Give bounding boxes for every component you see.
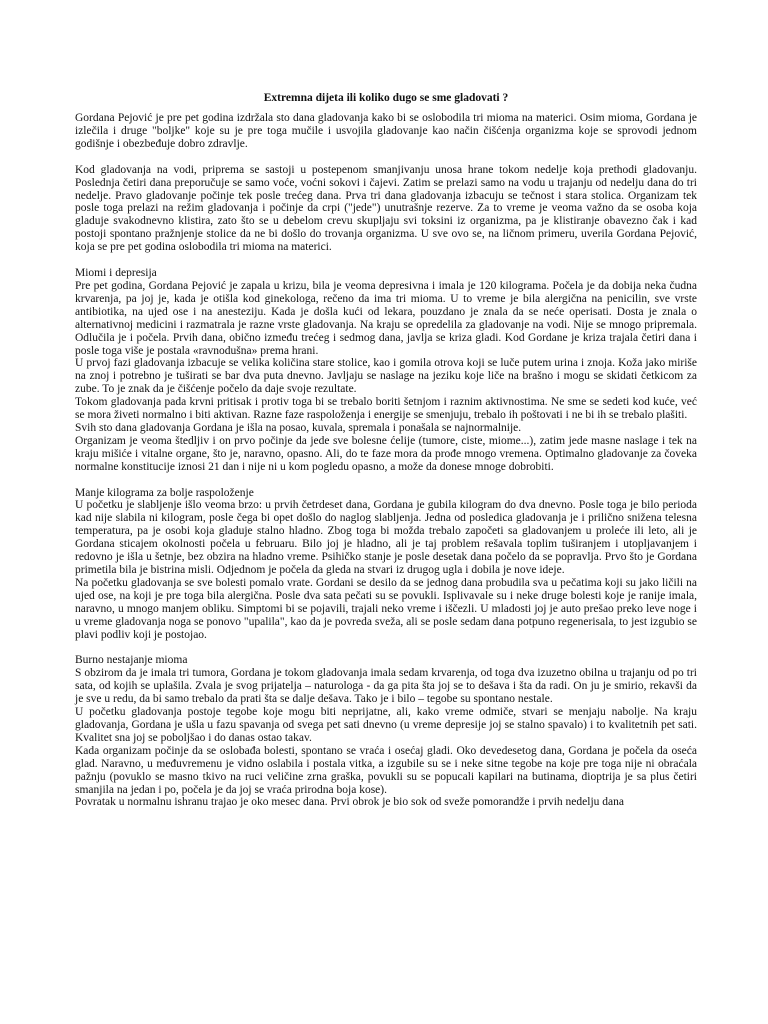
paragraph: Povratak u normalnu ishranu trajao je oko mesec dana. Prvi obrok je bio sok od sveže pomorandže i prvih nedelju dana	[75, 796, 624, 809]
section-heading: Burno nestajanje mioma	[75, 654, 188, 667]
paragraph: Organizam je veoma štedljiv i on prvo počinje da jede sve bolesne ćelije (tumore, ciste, miome...), zatim jede masne naslage i tek na kraju mišiće i vitalne organe, što je, naravno, opasno. Ali, do te faze mora da prođe mnogo vremena. Optimalno gladovanje za čoveka normalne konstitucije iznosi 21 dan i nije ni u kom pogledu opasno, a može da donese mnoge dobrobiti.	[75, 434, 697, 473]
article	[75, 92, 697, 809]
paragraph: Kod gladovanja na vodi, priprema se sastoji u postepenom smanjivanju unosa hrane tokom nedelje koja prethodi gladovanju. Poslednja četiri dana preporučuje se samo voće, voćni sokovi i čajevi. Zatim se prelazi samo na vodu u trajanju od nedelju dana do tri nedelje. Pravo gladovanje počinje tek posle trećeg dana. Prva tri dana gladovanja izbacuju se tečnost i stara stolica. Organizam tek posle toga prelazi na režim gladovanja i počinje da crpi ("jede") unutrašnje rezerve. Za to vreme je veoma važno da se osoba koja gladuje svakodnevno klistira, zato što se u debelom crevu skupljaju svi toksini iz organizma, pa je klistiranje obavezno čak i kad postoji spontano pražnjenje stolice da ne bi došlo do trovanja organizma. U sve ovo se, na ličnom primeru, uverila Gordana Pejović, koja se pre pet godina oslobodila tri mioma na materici.	[75, 163, 697, 254]
section-heading: Manje kilograma za bolje raspoloženje	[75, 486, 254, 499]
section-intro	[75, 112, 697, 151]
paragraph: U prvoj fazi gladovanja izbacuje se velika količina stare stolice, kao i gomila otrova koji se luče putem urina i znoja. Koža jako miriše na znoj i potrebno je tuširati se bar dva puta dnevno. Javljaju se naslage na jeziku koje liče na brašno i mogu se skidati četkicom za zube. To je znak da je čišćenje počelo da daje svoje rezultate.	[75, 357, 697, 396]
section-preparation	[75, 164, 697, 254]
section-manje-kilograma	[75, 487, 697, 642]
section-miomi-i-depresija	[75, 267, 697, 474]
section-burno-nestajanje-mioma	[75, 654, 697, 809]
paragraph: Kada organizam počinje da se oslobađa bolesti, spontano se vraća i osećaj gladi. Oko devedesetog dana, Gordana je počela da oseća glad. Naravno, u međuvremenu je vidno oslabila i postala vitka, a izgubile su se i neke sitne tegobe na koje pre toga nije ni obraćala pažnju (povuklo se masno tkivo na ruci veličine zrna graška, povukli su se popucali kapilari na butinama, dioptrija je sa plus četiri smanjila na jedan i po, počela je da joj se vraća prirodna boja kose).	[75, 744, 697, 796]
article-title: Extremna dijeta ili koliko dugo se sme gladovati ?	[263, 92, 509, 104]
paragraph: U početku gladovanja postoje tegobe koje mogu biti neprijatne, ali, kako vreme odmiče, stvari se menjaju nabolje. Na kraju gladovanja, Gordana je ušla u fazu spavanja od svega pet sati dnevno (u vreme depresije joj se stalno spavalo) i to kvalitetnih pet sati. Kvalitet sna joj se poboljšao i do danas ostao takav.	[75, 706, 697, 744]
paragraph: Gordana Pejović je pre pet godina izdržala sto dana gladovanja kako bi se oslobodila tri mioma na materici. Osim mioma, Gordana je izlečila i druge "boljke" koje su je pre toga mučile i usvojila gladovanje kao način čišćenja organizma koje se sprovodi jednom godišnje i obezbeđuje dobro zdravlje.	[75, 112, 697, 150]
paragraph: S obzirom da je imala tri tumora, Gordana je tokom gladovanja imala sedam krvarenja, od toga dva izuzetno obilna u trajanju od po tri sata, od kojih se uplašila. Zvala je svog prijatelja – naturologa - da ga pita šta joj se to dešava i šta da radi. On ju je smirio, rekavši da je sve u redu, da bi samo trebalo da prati šta se dalje dešava. Tako je i bilo – tegobe su spontano nestale.	[75, 667, 697, 706]
section-heading: Miomi i depresija	[75, 267, 157, 280]
paragraph: Tokom gladovanja pada krvni pritisak i protiv toga bi se trebalo boriti šetnjom i raznim aktivnostima. Ne sme se sedeti kod kuće, već se mora živeti normalno i biti aktivan. Razne faze raspoloženja i energije se smenjuju, trebalo ih poštovati i ne bi ih se trebalo plašiti.	[75, 396, 697, 422]
paragraph: U početku je slabljenje išlo veoma brzo: u prvih četrdeset dana, Gordana je gubila kilogram do dva dnevno. Posle toga je bilo perioda kad nije slabila ni kilogram, posle čega bi opet došlo do naglog slabljenja. Jedna od posledica gladovanja je i prilično snižena telesna temperatura, pa je osobi koja gladuje stalno hladno. Zbog toga bi možda trebalo započeti sa gladovanjem u proleće ili leto, ali je Gordana sticajem okolnosti počela u februaru. Bilo joj je hladno, ali je taj problem rešavala toplim tuširanjem i utopljavanjem i redovno je išla u šetnje, bez obzira na hladno vreme. Psihičko stanje je posle desetak dana počelo da se popravlja. Prvo što je Gordana primetila bila je bistrina misli. Odjednom je počela da gleda na stvari iz drugog ugla i dobila je nove ideje.	[75, 499, 697, 576]
paragraph: Pre pet godina, Gordana Pejović je zapala u krizu, bila je veoma depresivna i imala je 120 kilograma. Počela je da dobija neka čudna krvarenja, pa joj je, kada je otišla kod ginekologa, rečeno da ima tri mioma. U to vreme je bila alergična na penicilin, sve vrste antibiotika, na ujed ose i na anesteziju. Kada je došla kući od lekara, pouzdano je znala da se neće operisati. Dosta je znala o alternativnoj medicini i razmatrala je razne vrste gladovanja. Na kraju se opredelila za gladovanje na vodi. Nije se mnogo pripremala. Odlučila je i počela. Prvih dana, obično između trećeg i sedmog dana, javlja se kriza gladi. Kod Gordane je kriza trajala četiri dana i posle toga više je postala «ravnodušna» prema hrani.	[75, 279, 697, 357]
paragraph: Svih sto dana gladovanja Gordana je išla na posao, kuvala, spremala i ponašala se najnormalnije.	[75, 421, 522, 434]
paragraph: Na početku gladovanja se sve bolesti pomalo vrate. Gordani se desilo da se jednog dana probudila sva u pečatima koji su jako ličili na ujed ose, na koji je pre toga bila alergična. Posle dva sata pečati su se povukli. Isplivavale su i neke druge bolesti koje je ranije imala, naravno, u mnogo manjem obliku. Simptomi bi se pojavili, trajali neko vreme i iščezli. U mladosti joj je auto prešao preko leve noge i u vreme gladovanja noga se ponovo "upalila", kao da je povreda sveža, ali se posle sedam dana potpuno regenerisala, to jest izgubio se plavi podliv koji je postojao.	[75, 576, 697, 641]
